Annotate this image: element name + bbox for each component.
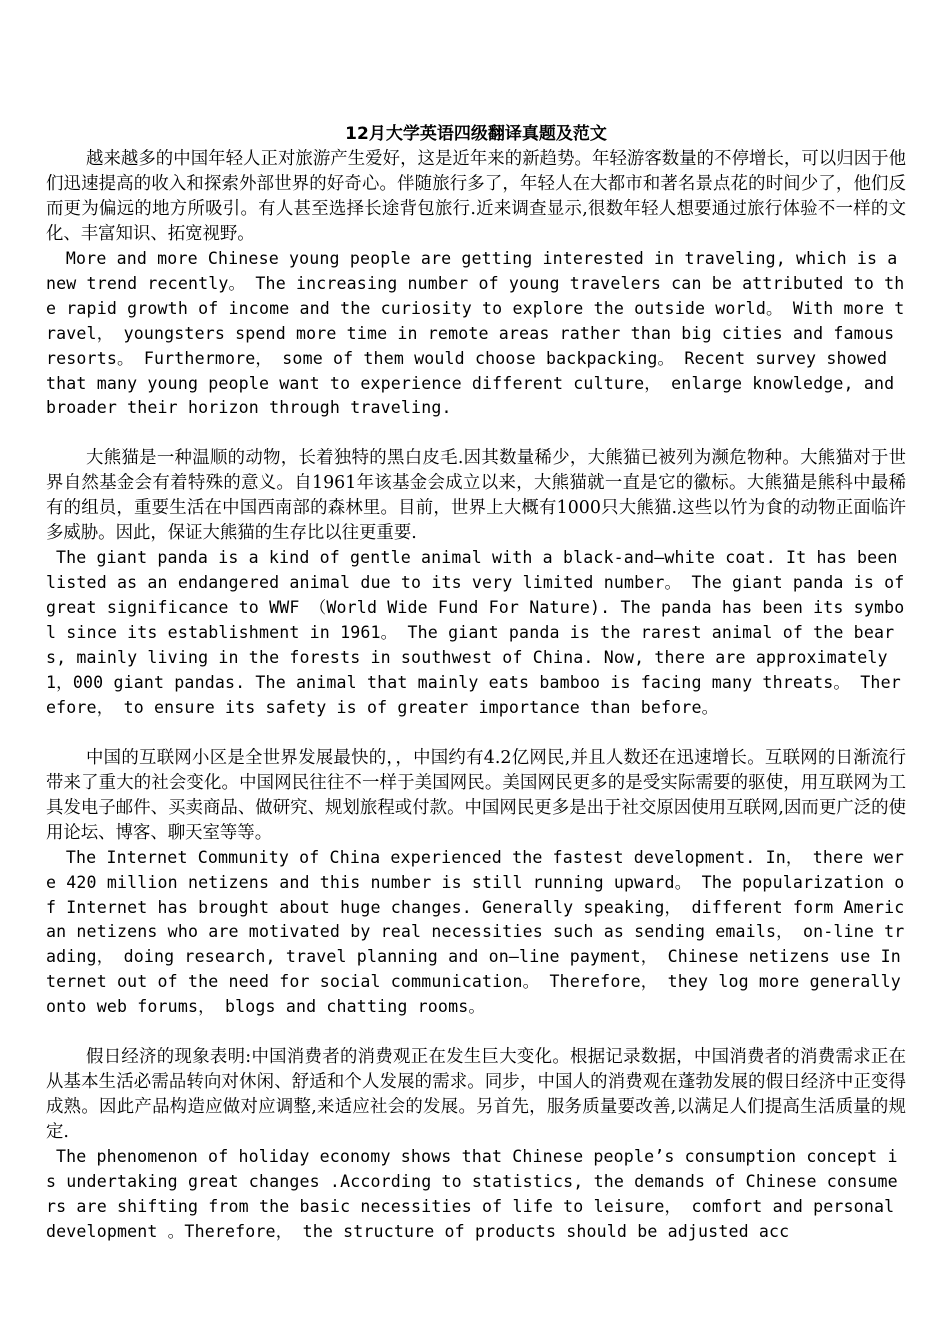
english-paragraph: The giant panda is a kind of gentle animal with a black-and—white coat. It has been listed as an endangered animal due to its very limited number。 The giant panda is of great significance to WWF （World Wide Fund For Nature). The panda has been its symbol since its establishment in 1961。 The giant panda is the rarest animal of the bears, mainly living in the forests in southwest of China. Now, there are approximately 1，000 giant pandas. The animal that mainly eats bamboo is facing many threats。 Therefore， to ensure its safety is of greater importance than before。 <box>46 548 905 717</box>
chinese-paragraph: 假日经济的现象表明:中国消费者的消费观正在发生巨大变化。根据记录数据，中国消费者的消费需求正在从基本生活必需品转向对休闲、舒适和个人发展的需求。同步，中国人的消费观在蓬勃发展的假日经济中正变得成熟。因此产品构造应做对应调整,来适应社会的发展。另首先，服务质量要改善,以满足人们提高生活质量的规定. <box>46 1047 906 1143</box>
english-paragraph: The phenomenon of holiday economy shows that Chinese people’s consumption concept is undertaking great changes .According to statistics, the demands of Chinese consumers are shifting from the basic necessities of life to leisure， comfort and personal development 。Therefore， the structure of products should be adjusted acc <box>46 1147 898 1241</box>
section-holiday-economy <box>46 1045 906 1245</box>
section-spacer <box>46 421 906 446</box>
section-travel <box>46 147 906 421</box>
document-page <box>46 122 906 1245</box>
chinese-paragraph: 中国的互联网小区是全世界发展最快的，，中国约有4.2亿网民,并且人数还在迅速增长。互联网的日渐流行带来了重大的社会变化。中国网民往往不一样于美国网民。美国网民更多的是受实际需要的驱使，用互联网为工具发电子邮件、买卖商品、做研究、规划旅程或付款。中国网民更多是出于社交原因使用互联网,因而更广泛的使用论坛、博客、聊天室等等。 <box>46 747 906 843</box>
english-paragraph: The Internet Community of China experienced the fastest development. In， there were 420 million netizens and this number is still running upward。 The popularization of Internet has brought about huge changes. Generally speaking， different form American netizens who are motivated by real necessities such as sending emails， on-line trading， doing research, travel planning and on—line payment， Chinese netizens use Internet out of the need for social communication。 Therefore， they log more generally onto web forums， blogs and chatting rooms。 <box>46 847 905 1017</box>
section-spacer <box>46 721 906 746</box>
english-paragraph: More and more Chinese young people are getting interested in traveling, which is a new trend recently。 The increasing number of young travelers can be attributed to the rapid growth of income and the curiosity to explore the outside world。 With more travel， youngsters spend more time in remote areas rather than big cities and famous resorts。 Furthermore， some of them would choose backpacking。 Recent survey showed that many young people want to experience different culture， enlarge knowledge, and broader their horizon through traveling. <box>46 249 905 418</box>
chinese-paragraph: 大熊猫是一种温顺的动物，长着独特的黑白皮毛.因其数量稀少，大熊猫已被列为濒危物种。大熊猫对于世界自然基金会有着特殊的意义。自1961年该基金会成立以来，大熊猫就一直是它的徽标。大熊猫是熊科中最稀有的组员，重要生活在中国西南部的森林里。目前，世界上大概有1000只大熊猫.这些以竹为食的动物正面临许多威胁。因此，保证大熊猫的生存比以往更重要. <box>46 448 906 544</box>
section-internet <box>46 746 906 1020</box>
chinese-paragraph: 越来越多的中国年轻人正对旅游产生爱好，这是近年来的新趋势。年轻游客数量的不停增长，可以归因于他们迅速提高的收入和探索外部世界的好奇心。伴随旅行多了，年轻人在大都市和著名景点花的时间少了，他们反而更为偏远的地方所吸引。有人甚至选择长途背包旅行.近来调查显示,很数年轻人想要通过旅行体验不一样的文化、丰富知识、拓宽视野。 <box>46 149 906 244</box>
section-spacer <box>46 1020 906 1045</box>
section-panda <box>46 446 906 720</box>
document-title: 12月大学英语四级翻译真题及范文 <box>345 124 607 144</box>
